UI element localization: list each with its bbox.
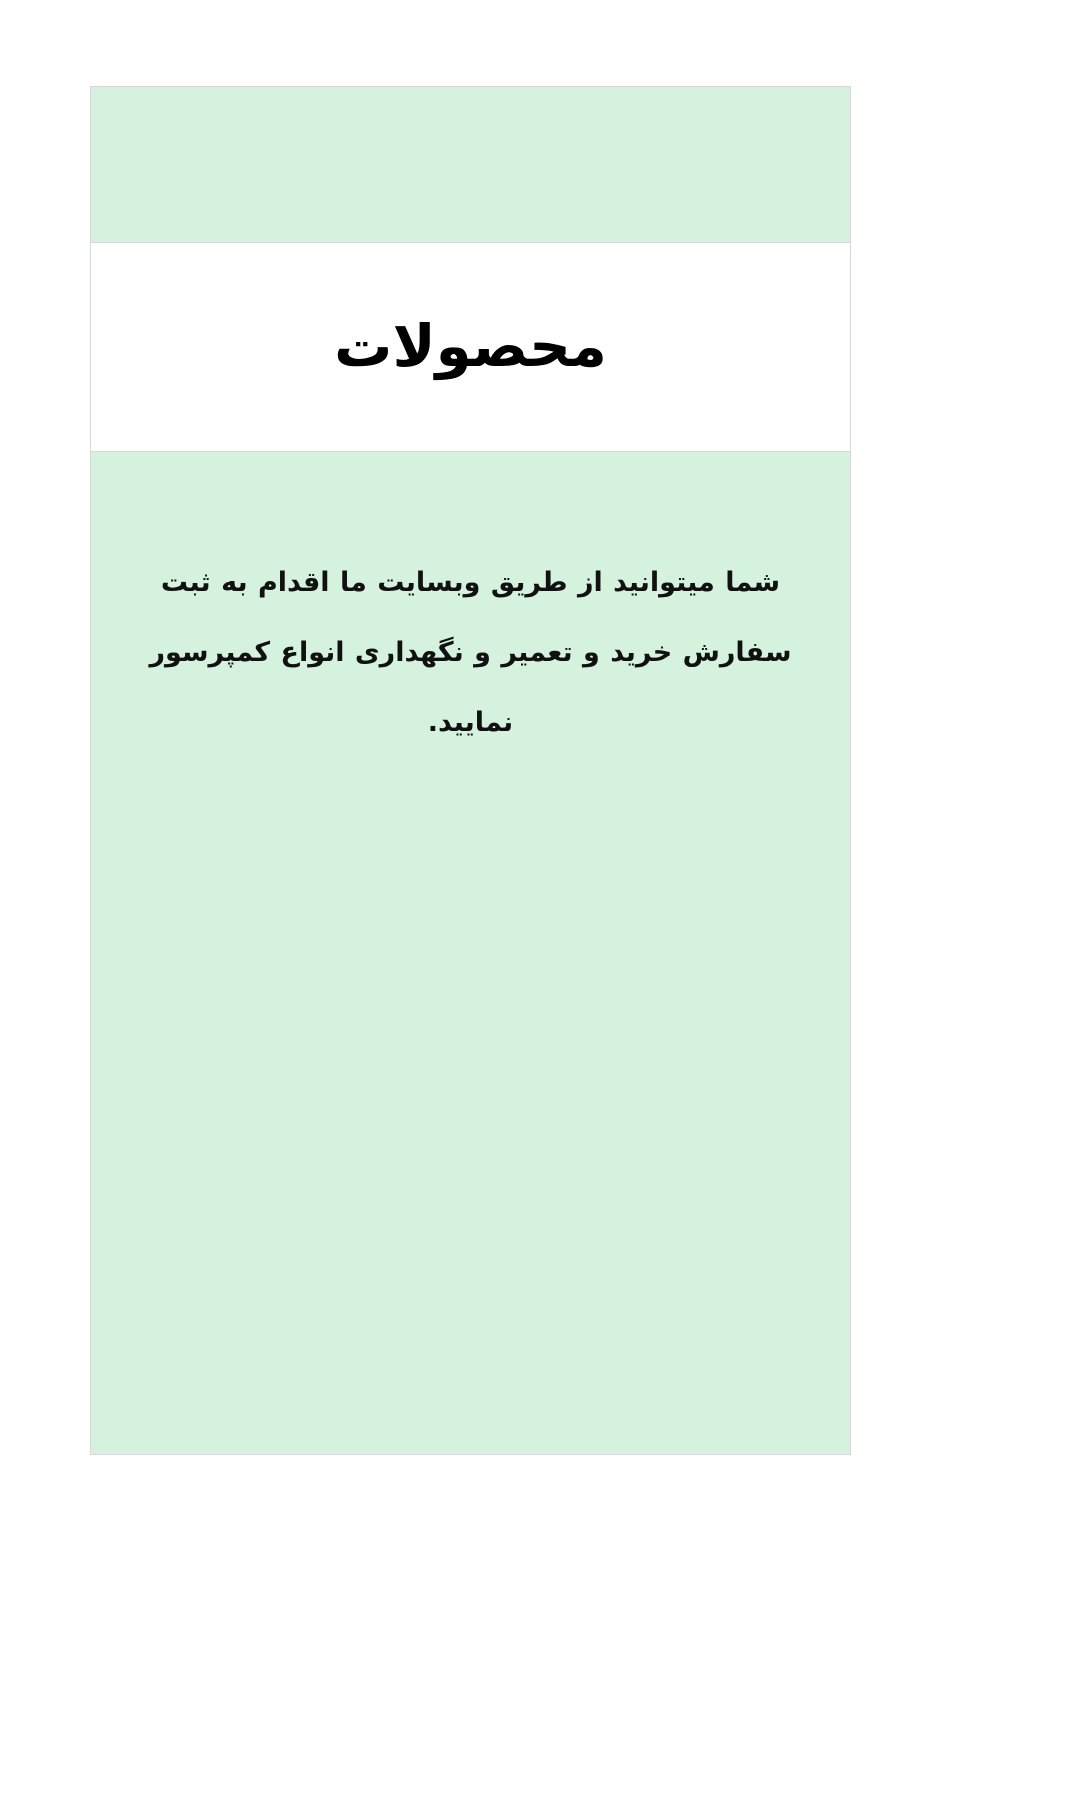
card-body <box>91 452 850 1454</box>
page-title: محصولات <box>334 312 607 381</box>
card-header-band <box>91 87 850 243</box>
products-card <box>90 86 851 1455</box>
body-paragraph: شما میتوانید از طریق وبسایت ما اقدام به ثبت سفارش خرید و تعمیر و نگهداری انواع کمپرسور نمایید. <box>149 567 792 739</box>
title-band <box>91 243 850 452</box>
